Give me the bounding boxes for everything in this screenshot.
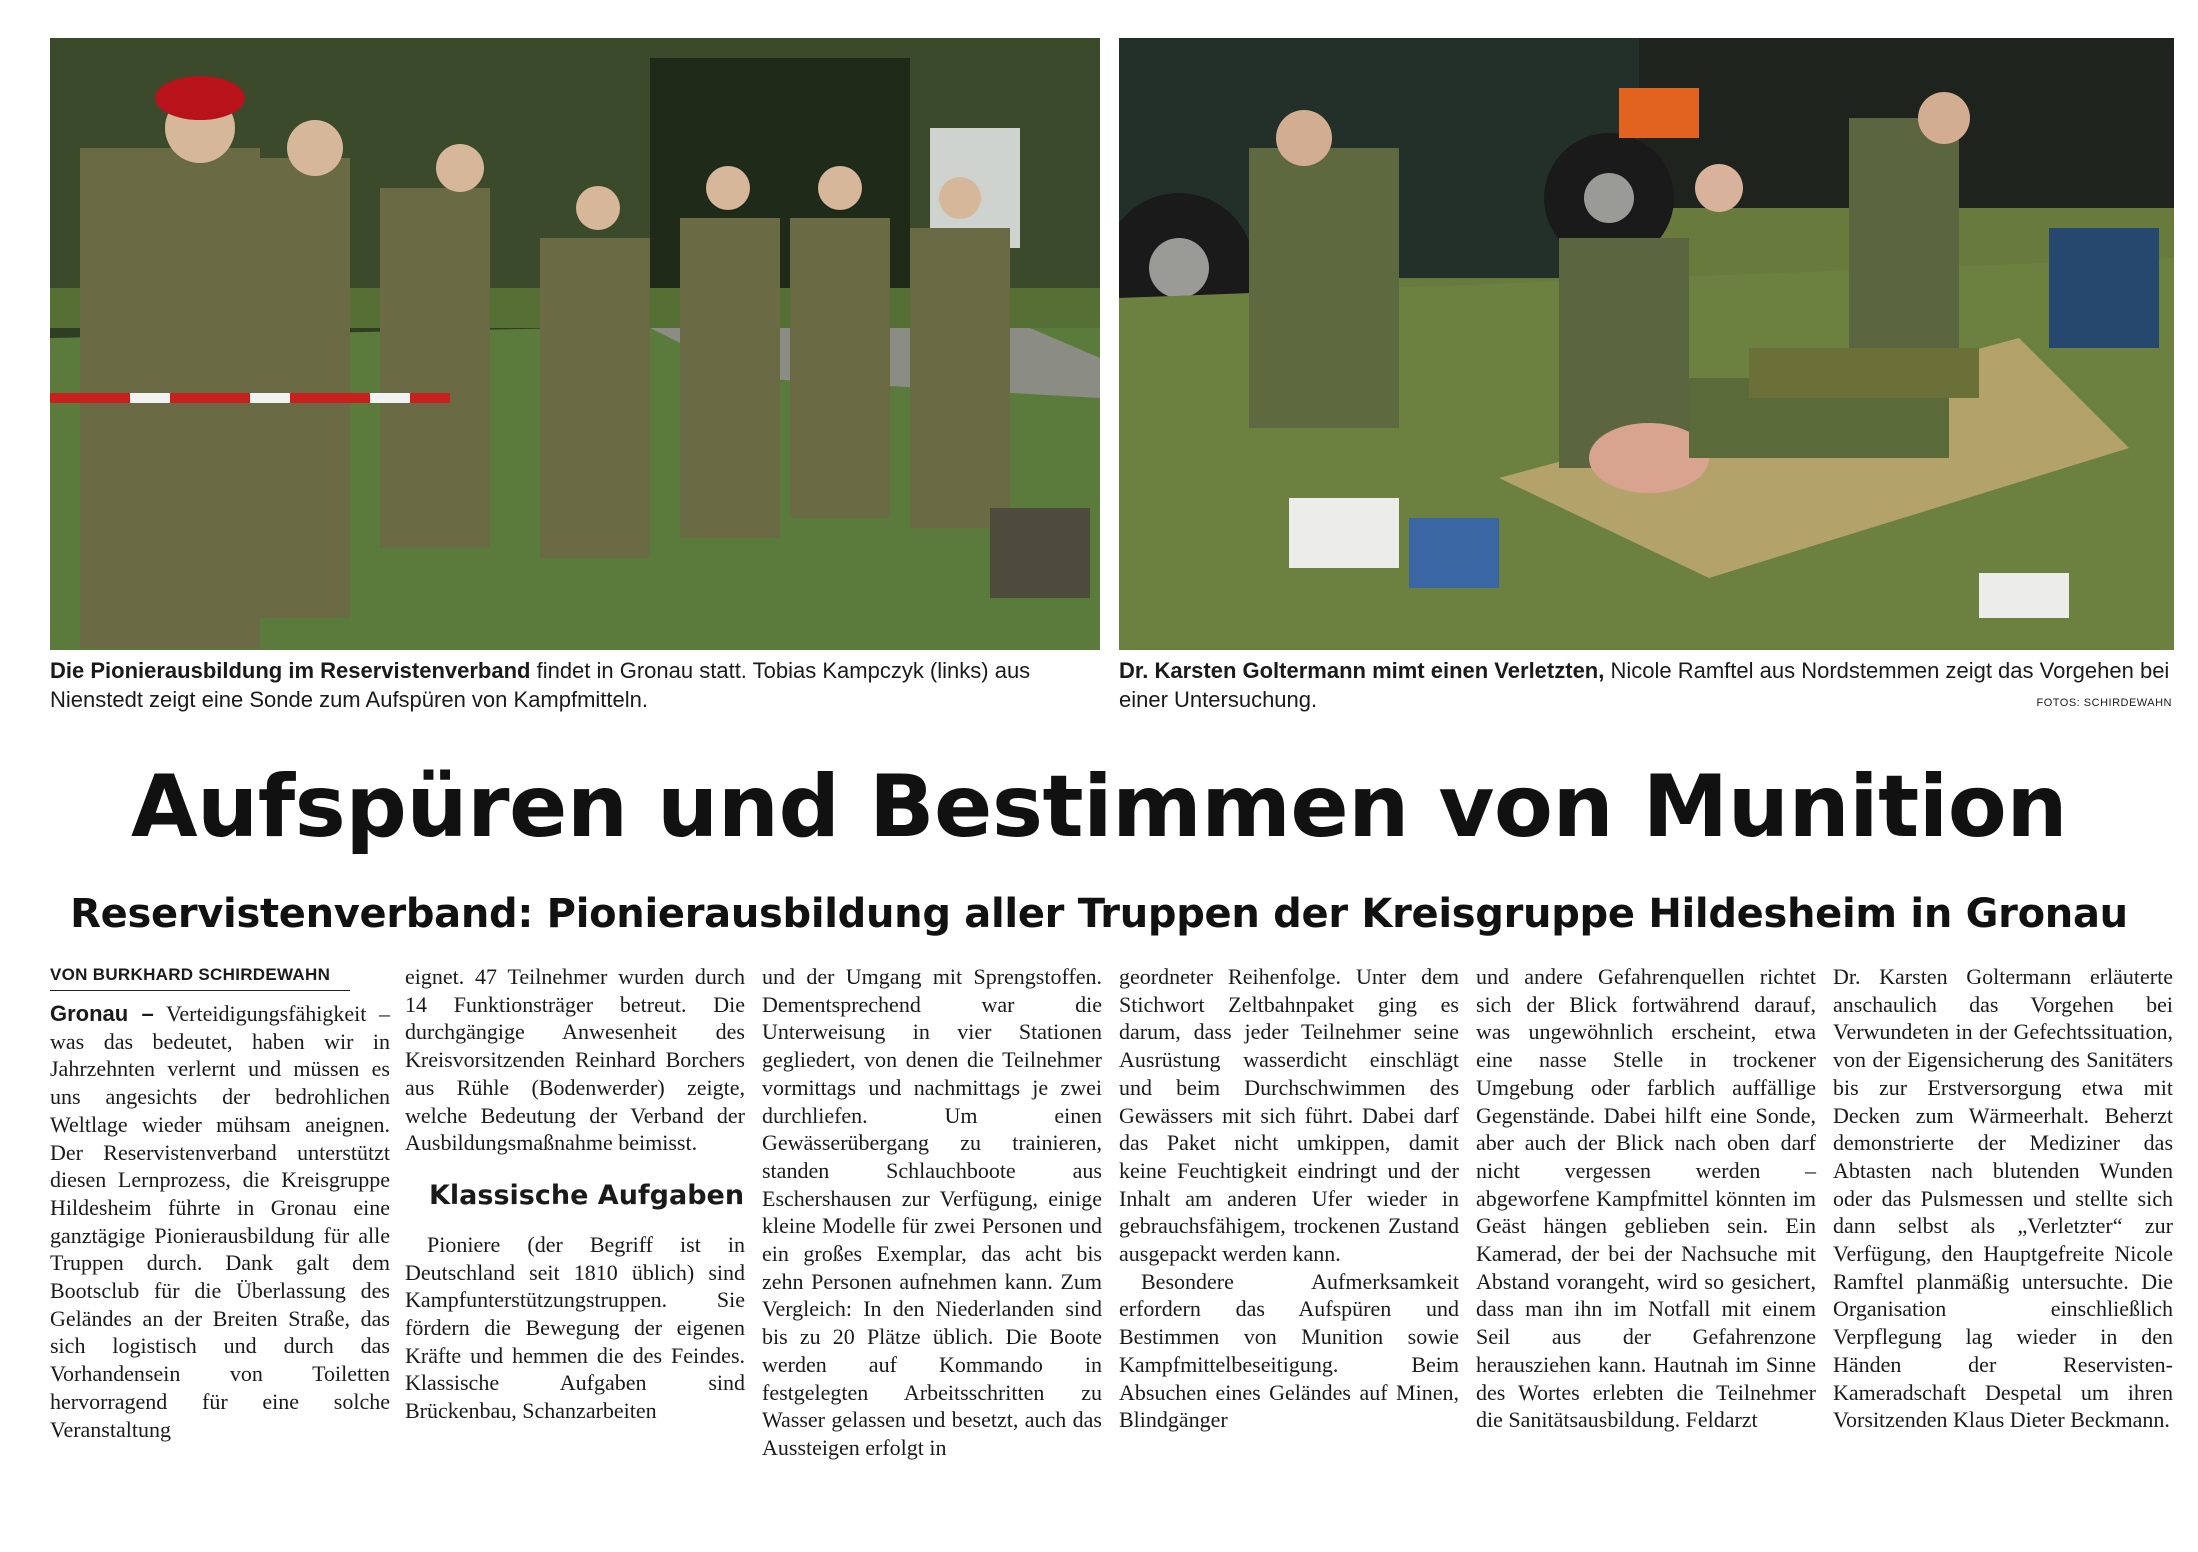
article-column-5 [1476,963,1816,1434]
subheadline: Reservistenverband: Pionierausbildung aller Truppen der Kreisgruppe Hildesheim in Gronau [70,891,2128,937]
article-paragraph: und der Umgang mit Sprengstoffen. Dementsprechend war die Unterweisung in vier Stationen gegliedert, von denen die Teilnehmer vormittags und nachmittags je zwei durchliefen. Um einen Gewässerübergang zu trainieren, standen Schlauchboote aus Eschershausen zur Verfügung, einige kleine Modelle für zwei Personen und ein großes Exemplar, das acht bis zehn Personen aufnehmen kann. Zum Vergleich: In den Niederlanden sind bis zu 20 Plätze üblich. Die Boote werden auf Kommando in festgelegten Arbeitsschritten zu Wasser gelassen und besetzt, auch das Aussteigen erfolgt in [762,964,1102,1460]
photo-caption-right [1119,656,2174,714]
photo-medical-training [1119,38,2174,650]
caption-left-lead: Die Pionierausbildung im Reservistenverband [50,658,531,683]
photo-soldiers-group [50,38,1100,650]
photo-credit: FOTOS: SCHIRDEWAHN [2036,697,2172,709]
article-subhead: Klassische Aufgaben [429,1179,745,1211]
article-column-2 [405,963,745,1425]
photo-medical-training-image [1119,38,2174,650]
article-paragraph: geordneter Reihenfolge. Unter dem Stichwort Zeltbahnpaket ging es darum, dass jeder Teilnehmer seine Ausrüstung wasserdicht einschlägt und beim Durchschwimmen des Gewässers mit sich führt. Dabei darf das Paket nicht umkippen, damit keine Feuchtigkeit eindringt und der Inhalt am anderen Ufer wieder in gebrauchsfähigem, trockenen Zustand ausgepackt werden kann. [1119,964,1459,1267]
article-column-6 [1833,963,2173,1434]
article-paragraph: Dr. Karsten Goltermann erläuterte anschaulich das Vorgehen bei Verwundeten in der Gefechtssituation, von der Eigensicherung des Sanitäters bis zur Erstversorgung etwa mit Decken zum Wärmeerhalt. Beherzt demonstrierte der Mediziner das Abtasten nach blutenden Wunden oder das Pulsmessen und stellte sich dann selbst als „Verletzter“ zur Verfügung, den Hauptgefreite Nicole Ramftel planmäßig untersuchte. Die Organisation einschließlich Verpflegung lag wieder in den Händen der Reservisten-Kameradschaft Despetal um ihren Vorsitzenden Klaus Dieter Beckmann. [1833,964,2173,1433]
headline: Aufspüren und Bestimmen von Munition [130,757,2068,857]
caption-right-text: Nicole Ramftel aus Nordstemmen zeigt das Vorgehen bei einer Untersuchung. [1119,658,2170,712]
caption-right-lead: Dr. Karsten Goltermann mimt einen Verletzten, [1119,658,1605,683]
article-paragraph [50,1000,390,1443]
article-paragraph: und andere Gefahrenquellen richtet sich der Blick fortwährend darauf, was ungewöhnlich erscheint, etwa eine nasse Stelle in trockener Umgebung oder farblich auffällige Gegenstände. Dabei hilft eine Sonde, aber auch der Blick nach oben darf nicht vergessen werden – abgeworfene Kampfmittel könnten im Geäst hängen geblieben sein. Ein Kamerad, der bei der Nachsuche mit Abstand vorangeht, wird so gesichert, dass man ihn im Notfall mit einem Seil aus der Gefahrenzone herausziehen kann. Hautnah im Sinne des Wortes erlebten die Teilnehmer die Sanitätsausbildung. Feldarzt [1476,964,1816,1433]
byline: VON BURKHARD SCHIRDEWAHN [50,963,350,991]
article-column-1 [50,963,390,1443]
caption-left-text: findet in Gronau statt. Tobias Kampczyk (links) aus Nienstedt zeigt eine Sonde zum Aufspüren von Kampfmitteln. [50,658,1031,712]
article-column-4 [1119,963,1459,1434]
article-text: Verteidigungsfähigkeit – was das bedeutet, haben wir in Jahrzehnten verlernt und müssen es uns angesichts der bedrohlichen Weltlage wieder mühsam aneignen. Der Reservistenverband unterstützt diesen Lernprozess, die Kreisgruppe Hildesheim führte in Gronau eine ganztägige Pionierausbildung für alle Truppen durch. Dank galt dem Bootsclub für die Überlassung des Geländes an der Breiten Straße, das sich logistisch und durch das Vorhandensein von Toiletten hervorragend für eine solche Veranstaltung [50,1001,390,1442]
dateline: Gronau – [50,1001,154,1026]
photo-caption-left [50,656,1100,714]
photo-soldiers-group-image [50,38,1100,650]
article-column-3 [762,963,1102,1462]
article-paragraph: Besondere Aufmerksamkeit erfordern das Aufspüren und Bestimmen von Munition sowie Kampfmittelbeseitigung. Beim Absuchen eines Geländes auf Minen, Blindgänger [1119,1268,1459,1433]
article-paragraph: eignet. 47 Teilnehmer wurden durch 14 Funktionsträger betreut. Die durchgängige Anwesenheit des Kreisvorsitzenden Reinhard Borchers aus Rühle (Bodenwerder) zeigte, welche Bedeutung der Verband der Ausbildungsmaßnahme beimisst. [405,964,745,1156]
article-paragraph: Pioniere (der Begriff ist in Deutschland seit 1810 üblich) sind Kampfunterstützungstruppen. Sie fördern die Bewegung der eigenen Kräfte und hemmen die des Feindes. Klassische Aufgaben sind Brückenbau, Schanzarbeiten [405,1231,745,1424]
